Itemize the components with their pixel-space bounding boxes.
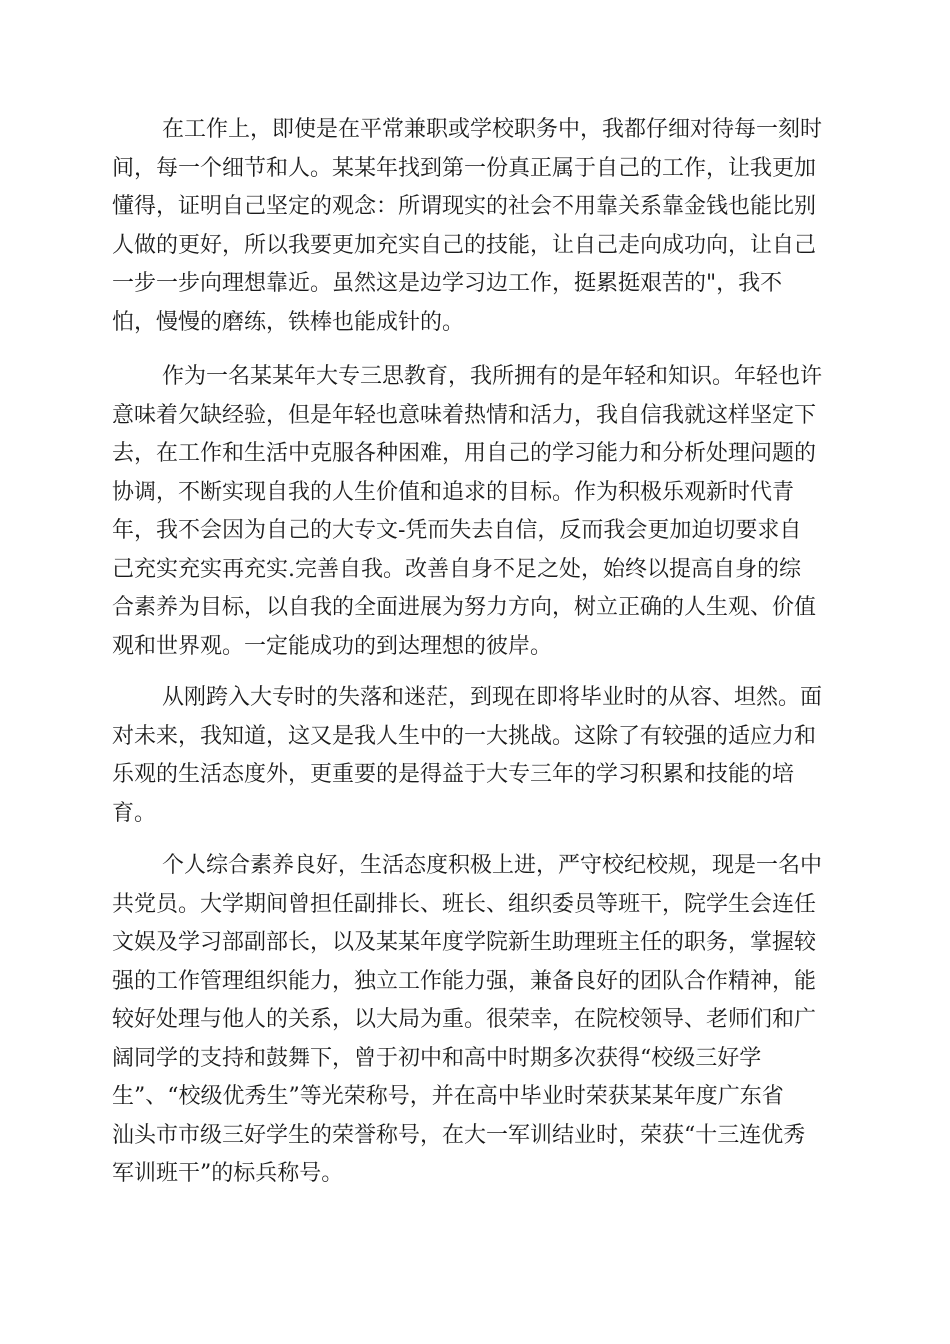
text-line: 文娱及学习部副部长，以及某某年度学院新生助理班主任的职务，掌握较 (112, 930, 817, 955)
text-line: 意味着欠缺经验，但是年轻也意味着热情和活力，我自信我就这样坚定下 (112, 402, 817, 428)
text-line: 军训班干”的标兵称号。 (112, 1161, 344, 1186)
text-line: 观和世界观。一定能成功的到达理想的彼岸。 (112, 633, 553, 659)
text-line: 乐观的生活态度外，更重要的是得益于大专三年的学习积累和技能的培 (112, 762, 795, 787)
text-line: 个人综合素养良好，生活态度积极上进，严守校纪校规，现是一名中 (162, 853, 823, 878)
text-line: 一步一步向理想靠近。虽然这是边学习边工作，挺累挺艰苦的"，我不 (112, 271, 783, 296)
text-line: 人做的更好，所以我要更加充实自己的技能，让自己走向成功向，让自己 (112, 232, 817, 258)
text-line: 强的工作管理组织能力，独立工作能力强，兼备良好的团队合作精神，能 (112, 968, 817, 994)
text-line: 汕头市市级三好学生的荣誉称号，在大一军训结业时，荣获“十三连优秀 (112, 1122, 806, 1148)
paragraph-college-growth (112, 679, 847, 833)
text-line: 育。 (112, 800, 157, 826)
text-line: 怕，慢慢的磨练，铁棒也能成针的。 (112, 309, 465, 335)
text-line: 在工作上，即使是在平常兼职或学校职务中，我都仔细对待每一刻时 (162, 117, 823, 142)
text-line: 去，在工作和生活中克服各种困难，用自己的学习能力和分析处理问题的 (112, 441, 817, 466)
text-line: 阔同学的支持和鼓舞下，曾于初中和高中时期多次获得“校级三好学 (112, 1045, 762, 1071)
paragraph-work-attitude (112, 111, 847, 342)
text-line: 从刚跨入大专时的失落和迷茫，到现在即将毕业时的从容、坦然。面 (162, 685, 823, 710)
paragraph-personal-qualities (112, 847, 847, 1194)
text-line: 生”、“校级优秀生”等光荣称号，并在高中毕业时荣获某某年度广东省 (112, 1084, 784, 1109)
text-line: 合素养为目标，以自我的全面进展为努力方向，树立正确的人生观、价值 (112, 595, 817, 620)
text-line: 年，我不会因为自己的大专文-凭而失去自信，反而我会更加迫切要求自 (112, 518, 802, 543)
paragraph-youth-knowledge (112, 358, 847, 666)
text-line: 协调，不断实现自我的人生价值和追求的目标。作为积极乐观新时代青 (112, 479, 795, 505)
text-line: 己充实充实再充实.完善自我。改善自身不足之处，始终以提高自身的综 (112, 556, 801, 582)
text-line: 对未来，我知道，这又是我人生中的一大挑战。这除了有较强的适应力和 (112, 723, 817, 749)
text-line: 较好处理与他人的关系，以大局为重。很荣幸，在院校领导、老师们和广 (112, 1007, 817, 1032)
text-line: 懂得，证明自己坚定的观念：所谓现实的社会不用靠关系靠金钱也能比别 (112, 194, 817, 219)
text-line: 间，每一个细节和人。某某年找到第一份真正属于自己的工作，让我更加 (112, 155, 817, 181)
text-line: 作为一名某某年大专三思教育，我所拥有的是年轻和知识。年轻也许 (162, 364, 823, 389)
text-line: 共党员。大学期间曾担任副排长、班长、组织委员等班干，院学生会连任 (112, 891, 817, 917)
